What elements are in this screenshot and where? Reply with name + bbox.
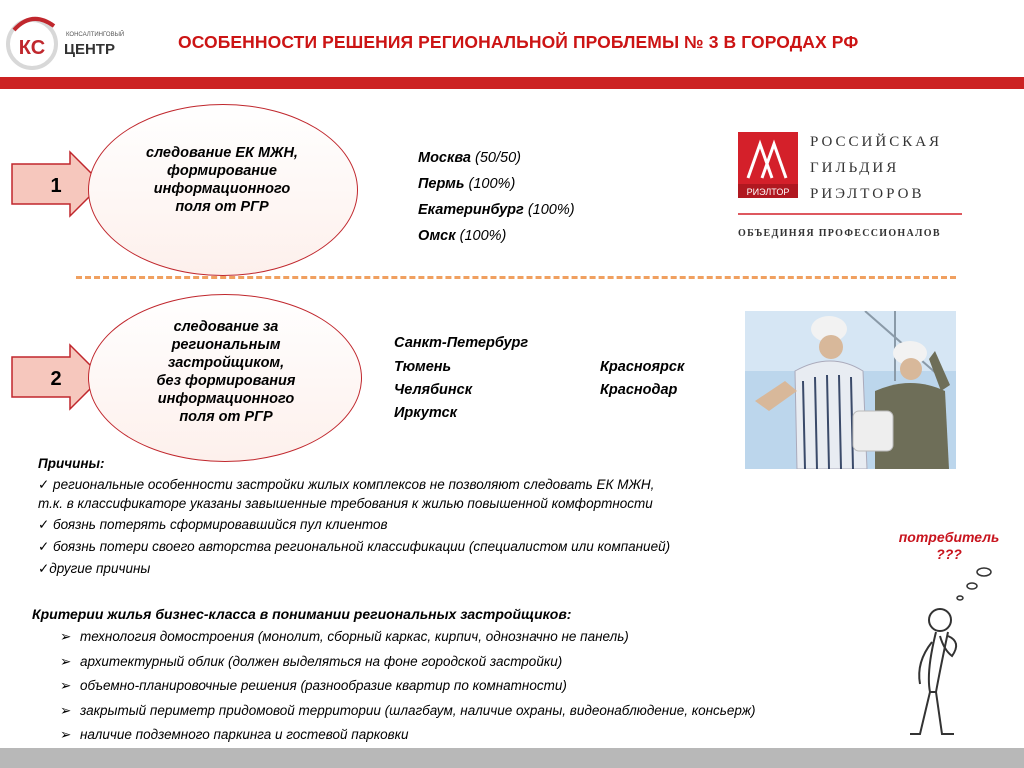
bullet-arrow-icon: ➢: [60, 703, 72, 718]
criteria-item: ➢ наличие подземного паркинга и гостевой парковки: [60, 727, 409, 742]
city-item: Екатеринбург (100%): [418, 202, 575, 218]
reasons-title: Причины:: [38, 456, 105, 471]
number-1: 1: [50, 175, 62, 197]
city-item: Пермь (100%): [418, 176, 516, 192]
dashed-separator: [76, 276, 956, 279]
page-title: ОСОБЕННОСТИ РЕШЕНИЯ РЕГИОНАЛЬНОЙ ПРОБЛЕМЫ № 3 В ГОРОДАХ РФ: [178, 32, 859, 52]
reason-item: т.к. в классификаторе указаны завышенные требования к жилью повышенной комфортности: [38, 496, 653, 511]
thinking-person-icon: [896, 562, 1006, 742]
city-item: Тюмень: [394, 359, 452, 375]
svg-text:ГИЛЬДИЯ: ГИЛЬДИЯ: [810, 160, 900, 176]
reason-item: ✓ боязнь потери своего авторства региональной классификации (специалистом или компанией): [38, 539, 671, 554]
city-item: Москва (50/50): [418, 150, 521, 166]
city-item: Краснодар: [600, 382, 678, 398]
oval-2-text: следование за региональным застройщиком, без формирования информационного поля от РГР: [156, 319, 296, 425]
reason-item: ✓ региональные особенности застройки жилых комплексов не позволяют следовать ЕК МЖН,: [38, 477, 655, 492]
header-divider-bar: [0, 77, 1024, 89]
logo-text: ЦЕНТР: [64, 41, 115, 58]
oval-1-text: следование ЕК МЖН, формирование информационного поля от РГР: [146, 145, 298, 215]
reason-item: ✓ боязнь потерять сформировавшийся пул клиентов: [38, 517, 388, 532]
city-item: Иркутск: [394, 405, 457, 421]
city-item: Красноярск: [600, 359, 685, 375]
criteria-item: ➢ закрытый периметр придомовой территории (шлагбаум, наличие охраны, видеонаблюдение, консьерж): [60, 703, 756, 718]
criteria-item: ➢ архитектурный облик (должен выделяться на фоне городской застройки): [60, 654, 563, 669]
svg-text:РИЭЛТОР: РИЭЛТОР: [746, 187, 790, 197]
criteria-item: ➢ объемно-планировочные решения (разнообразие квартир по комнатности): [60, 678, 567, 693]
svg-text:ОБЪЕДИНЯЯ ПРОФЕССИОНАЛОВ: ОБЪЕДИНЯЯ ПРОФЕССИОНАЛОВ: [738, 228, 941, 239]
city-item: Омск (100%): [418, 228, 507, 244]
svg-text:РИЭЛТОРОВ: РИЭЛТОРОВ: [810, 186, 925, 202]
criteria-title: Критерии жилья бизнес-класса в понимании региональных застройщиков:: [32, 606, 572, 622]
city-item: Челябинск: [394, 382, 473, 398]
footer-bar: [0, 748, 1024, 768]
svg-text:КС: КС: [18, 37, 46, 59]
svg-text:РОССИЙСКАЯ: РОССИЙСКАЯ: [810, 134, 943, 150]
bullet-arrow-icon: ➢: [60, 629, 72, 644]
consumer-label: потребитель ???: [898, 529, 1000, 562]
rgr-logo: [738, 128, 968, 244]
criteria-item: ➢ технология домостроения (монолит, сборный каркас, кирпич, однозначно не панель): [60, 629, 629, 644]
builders-photo: [745, 311, 956, 469]
bullet-arrow-icon: ➢: [60, 727, 72, 742]
city-item: Санкт-Петербург: [394, 335, 529, 351]
svg-text:КОНСАЛТИНГОВЫЙ: КОНСАЛТИНГОВЫЙ: [66, 32, 125, 38]
company-logo: [6, 8, 156, 72]
number-2: 2: [50, 368, 62, 390]
reason-item: ✓другие причины: [38, 561, 151, 576]
bullet-arrow-icon: ➢: [60, 678, 72, 693]
bullet-arrow-icon: ➢: [60, 654, 72, 669]
